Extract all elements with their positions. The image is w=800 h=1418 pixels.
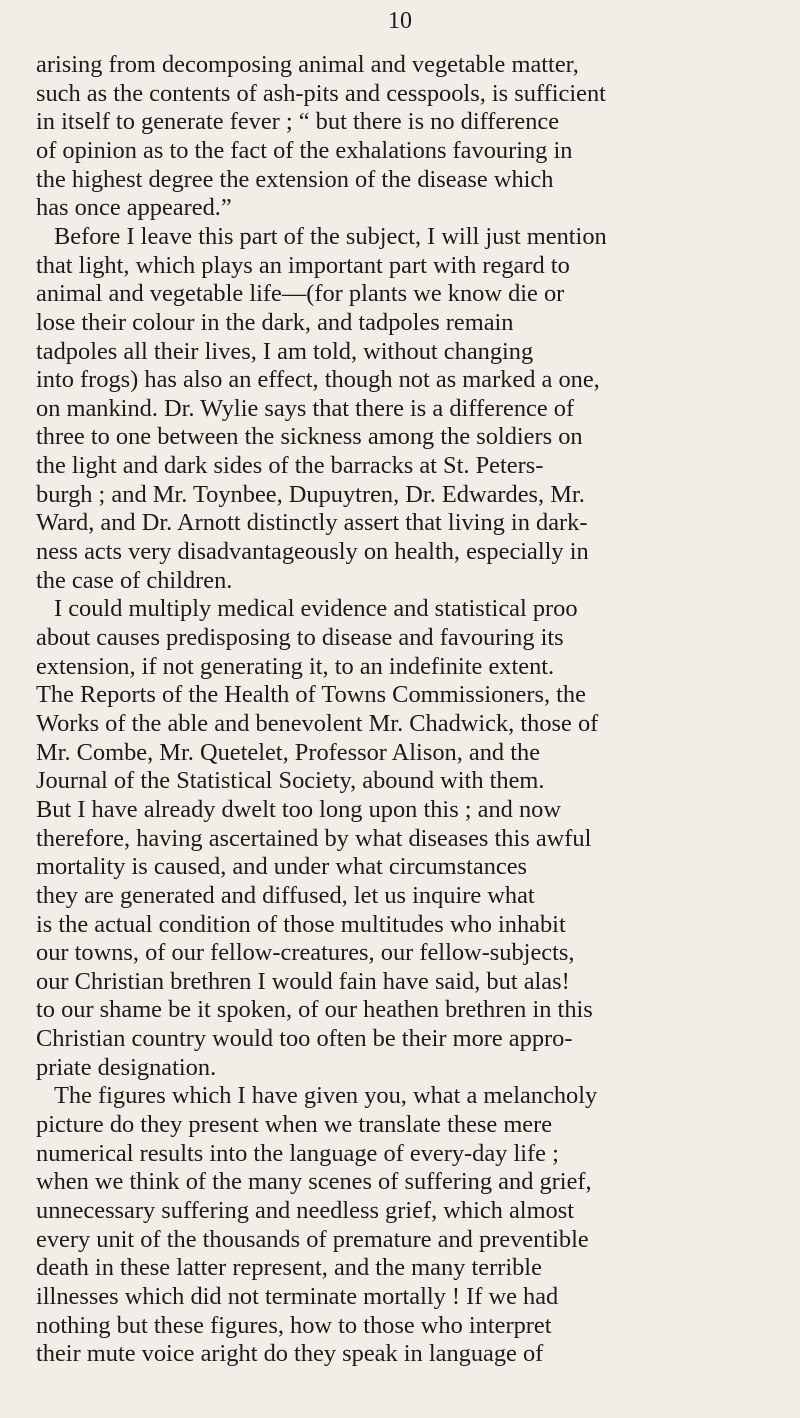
text-line: priate designation. <box>36 1053 217 1081</box>
text-line: ness acts very disadvantageously on health, especially in <box>36 538 589 566</box>
text-line: Before I leave this part of the subject, I will just mention <box>54 222 607 250</box>
text-line: burgh ; and Mr. Toynbee, Dupuytren, Dr. Edwardes, Mr. <box>36 480 585 508</box>
text-line: unnecessary suffering and needless grief, which almost <box>36 1197 575 1224</box>
text-line: I could multiply medical evidence and statistical proo <box>54 595 578 623</box>
text-line: into frogs) has also an effect, though not as marked a one, <box>36 366 600 394</box>
text-line: the highest degree the extension of the disease which <box>36 165 554 193</box>
text-line: arising from decomposing animal and vegetable matter, <box>36 51 579 78</box>
text-line: is the actual condition of those multitudes who inhabit <box>36 910 566 938</box>
page-number: 10 <box>388 8 412 34</box>
text-line: on mankind. Dr. Wylie says that there is a difference of <box>36 394 575 422</box>
text-line: our towns, of our fellow-creatures, our fellow-subjects, <box>36 939 575 967</box>
text-line: three to one between the sickness among the soldiers on <box>36 423 583 451</box>
text-line: illnesses which did not terminate mortally ! If we had <box>36 1282 559 1310</box>
text-line: mortality is caused, and under what circumstances <box>36 853 528 881</box>
text-line: they are generated and diffused, let us inquire what <box>36 881 535 909</box>
text-line: animal and vegetable life—(for plants we know die or <box>36 280 565 308</box>
text-line: Christian country would too often be their more appro- <box>36 1025 573 1053</box>
text-line: the light and dark sides of the barracks at St. Peters- <box>36 452 544 480</box>
text-line: therefore, having ascertained by what diseases this awful <box>36 824 592 852</box>
text-line: Ward, and Dr. Arnott distinctly assert that living in dark- <box>36 509 588 537</box>
text-line: such as the contents of ash-pits and cesspools, is sufficient <box>36 79 606 107</box>
text-line: Mr. Combe, Mr. Quetelet, Professor Alison, and the <box>36 738 541 766</box>
text-line: in itself to generate fever ; “ but there is no difference <box>36 108 560 136</box>
text-line: to our shame be it spoken, of our heathen brethren in this <box>36 996 593 1024</box>
text-line: picture do they present when we translate these mere <box>36 1111 553 1139</box>
text-line: numerical results into the language of every-day life ; <box>36 1139 559 1167</box>
text-line: tadpoles all their lives, I am told, without changing <box>36 337 534 365</box>
text-line: that light, which plays an important part with regard to <box>36 251 570 279</box>
text-line: death in these latter represent, and the many terrible <box>36 1254 542 1282</box>
text-line: Works of the able and benevolent Mr. Chadwick, those of <box>36 709 599 737</box>
text-line: their mute voice aright do they speak in language of <box>36 1340 544 1368</box>
text-line: has once appeared.” <box>36 194 232 222</box>
text-line: But I have already dwelt too long upon this ; and now <box>36 795 561 823</box>
text-line: our Christian brethren I would fain have said, but alas! <box>36 967 570 995</box>
text-line: of opinion as to the fact of the exhalations favouring in <box>36 136 573 164</box>
text-line: when we think of the many scenes of suffering and grief, <box>36 1168 592 1196</box>
text-line: nothing but these figures, how to those who interpret <box>36 1311 552 1339</box>
text-line: the case of children. <box>36 566 233 594</box>
text-line: extension, if not generating it, to an indefinite extent. <box>36 652 555 680</box>
text-line: every unit of the thousands of premature and preventible <box>36 1225 589 1253</box>
text-line: lose their colour in the dark, and tadpoles remain <box>36 308 514 336</box>
text-line: The figures which I have given you, what a melancholy <box>54 1082 598 1110</box>
text-line: The Reports of the Health of Towns Commissioners, the <box>36 681 586 709</box>
text-line: about causes predisposing to disease and favouring its <box>36 624 564 651</box>
text-line: Journal of the Statistical Society, abound with them. <box>36 767 545 795</box>
